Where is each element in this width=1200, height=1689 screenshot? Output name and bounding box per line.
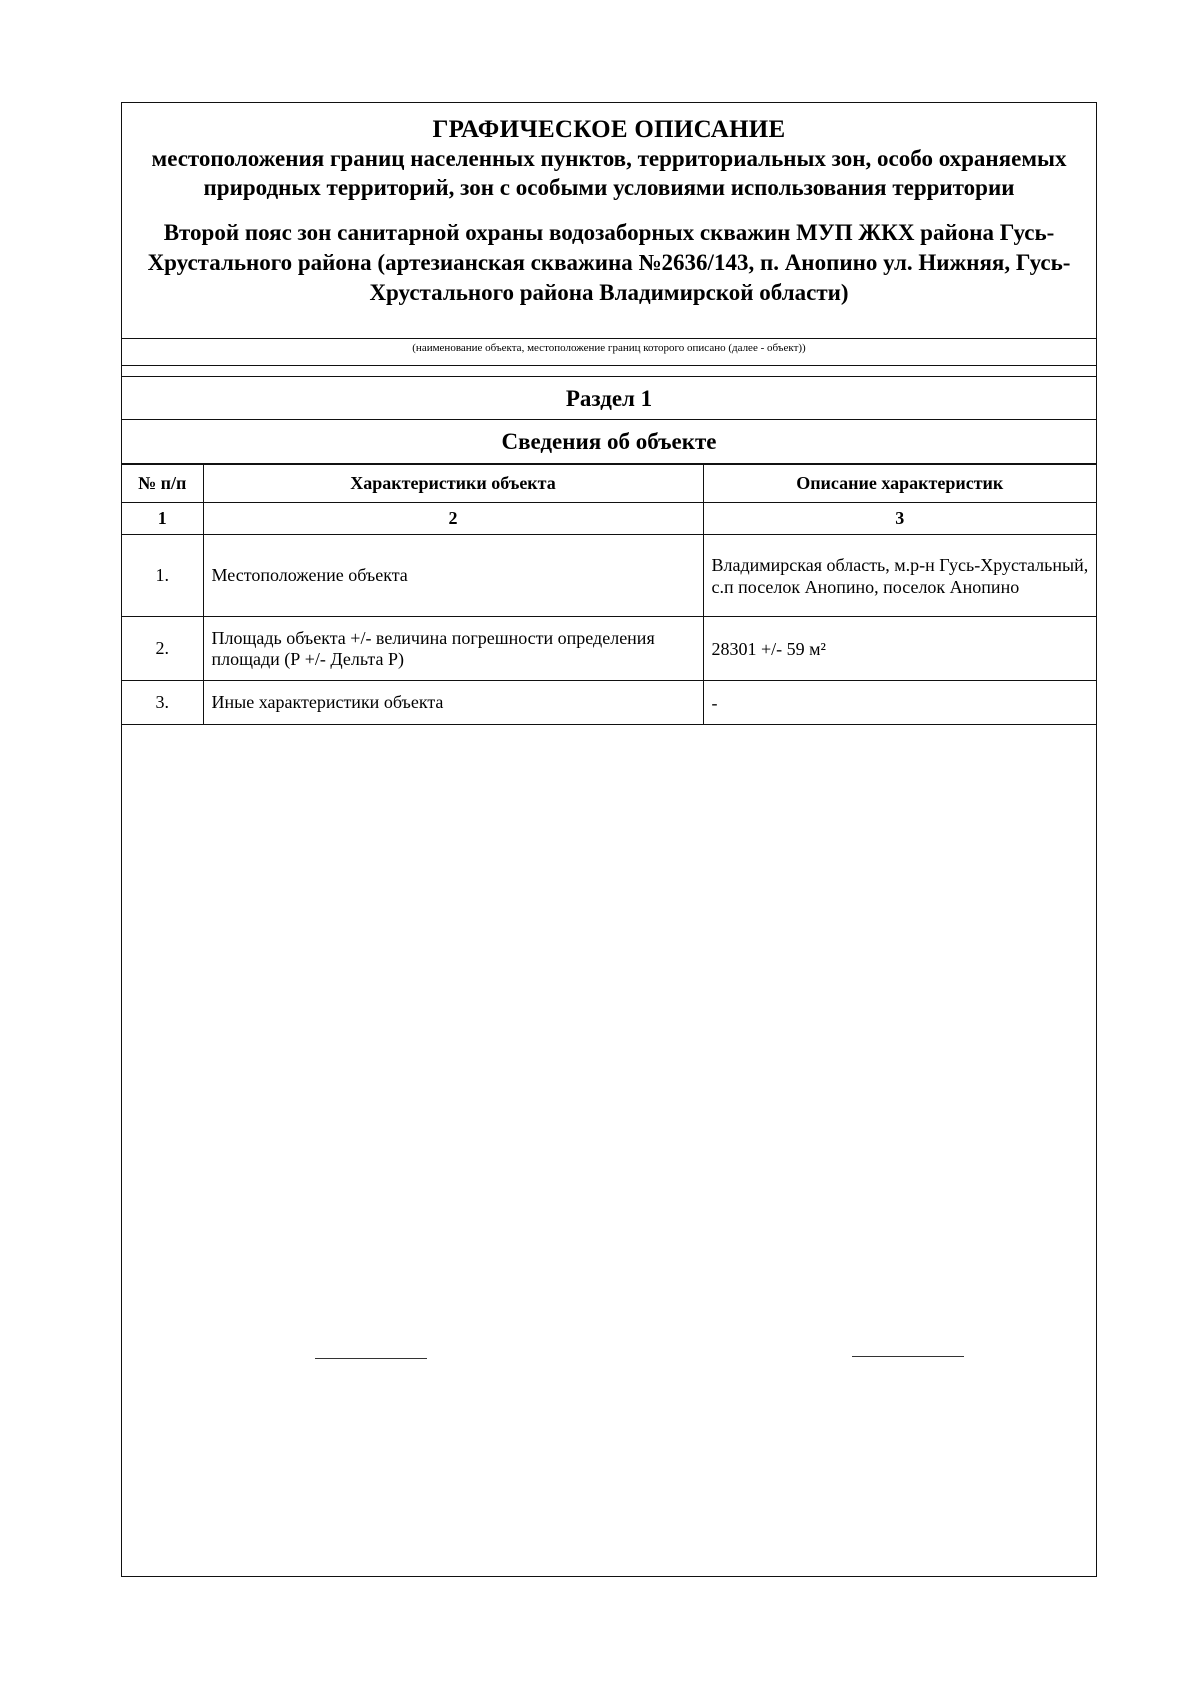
- section-title: Сведения об объекте: [122, 420, 1096, 464]
- header-cell: Характеристики объекта: [203, 465, 703, 503]
- document-title: ГРАФИЧЕСКОЕ ОПИСАНИЕ: [432, 116, 786, 143]
- object-caption: (наименование объекта, местоположение границ которого описано (далее - объект)): [412, 342, 806, 354]
- table-column-numbers-row: [122, 503, 1096, 535]
- row-number: 2.: [122, 617, 203, 681]
- signature-line-left: [315, 1358, 427, 1359]
- table-row: [122, 535, 1096, 617]
- row-characteristic: Иные характеристики объекта: [203, 681, 703, 725]
- row-description: -: [703, 681, 1096, 725]
- table-header-row: [122, 465, 1096, 503]
- table-row: [122, 617, 1096, 681]
- column-number: 2: [203, 503, 703, 535]
- section-label: Раздел 1: [122, 376, 1096, 420]
- document-header: [122, 103, 1096, 338]
- row-description: Владимирская область, м.р-н Гусь-Хрустальный, с.п поселок Анопино, поселок Анопино: [703, 535, 1096, 617]
- row-number: 1.: [122, 535, 203, 617]
- row-number: 3.: [122, 681, 203, 725]
- header-cell: Описание характеристик: [703, 465, 1096, 503]
- column-number: 3: [703, 503, 1096, 535]
- document-subtitle: местоположения границ населенных пунктов, территориальных зон, особо охраняемых природных территорий, зон с особыми условиями использования территории: [151, 146, 1067, 200]
- column-number: 1: [122, 503, 203, 535]
- row-description: 28301 +/- 59 м²: [703, 617, 1096, 681]
- signature-line-right: [852, 1356, 964, 1357]
- header-cell: № п/п: [122, 465, 203, 503]
- object-name: Второй пояс зон санитарной охраны водозаборных скважин МУП ЖКХ района Гусь-Хрустального района (артезианская скважина №2636/143, п. Анопино ул. Нижняя, Гусь-Хрустального района Владимирской области): [147, 220, 1071, 305]
- row-characteristic: Площадь объекта +/- величина погрешности определения площади (Р +/- Дельта Р): [203, 617, 703, 681]
- object-info-table: [122, 464, 1096, 725]
- object-caption-row: [122, 338, 1096, 366]
- table-row: [122, 681, 1096, 725]
- row-characteristic: Местоположение объекта: [203, 535, 703, 617]
